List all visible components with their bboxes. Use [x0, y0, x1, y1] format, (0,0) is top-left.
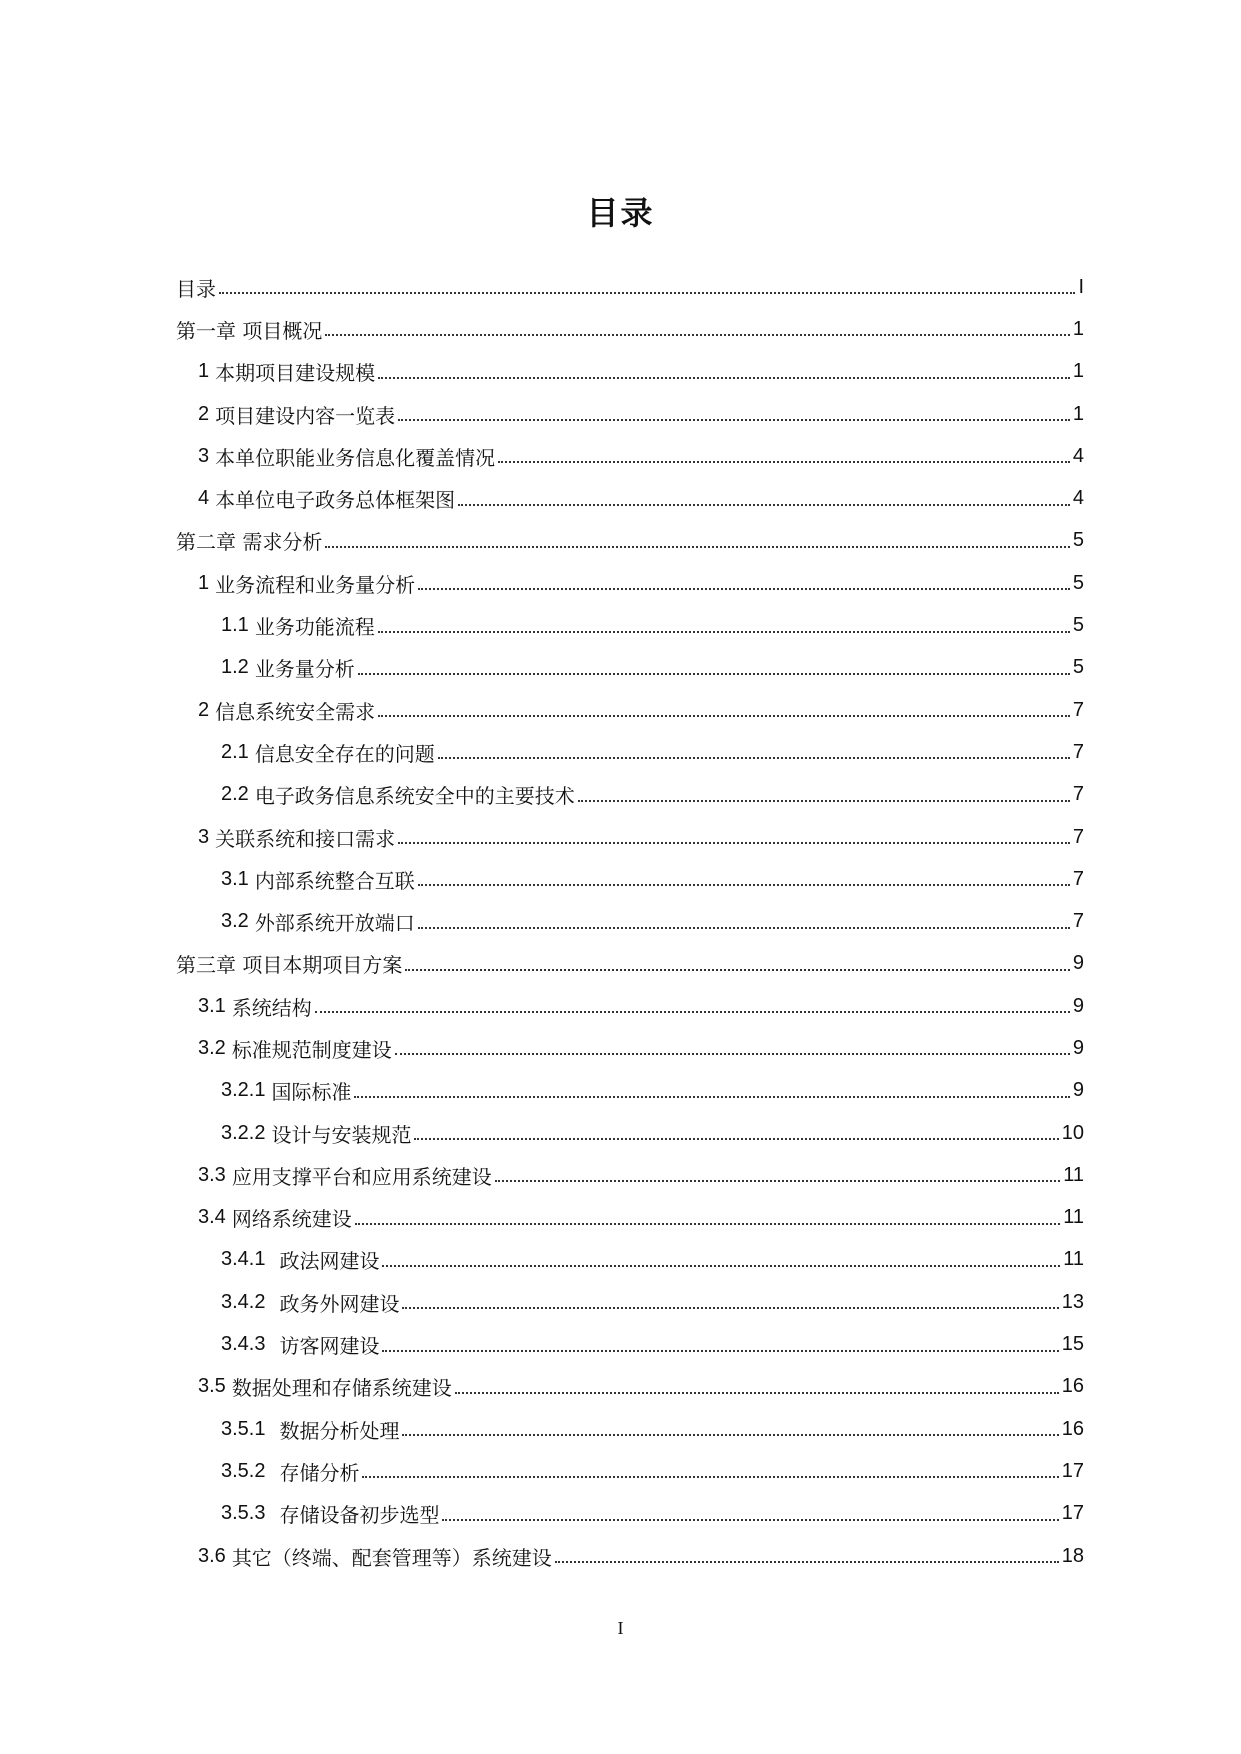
toc-entry-number: 4 — [198, 487, 210, 510]
toc-dot-leader — [578, 800, 1070, 802]
toc-entry[interactable] — [176, 1450, 1084, 1492]
toc-entry-page: 1 — [1072, 402, 1084, 425]
toc-entry-label: 电子政务信息系统安全中的主要技术 — [254, 784, 575, 809]
toc-entry-page: 7 — [1072, 698, 1084, 721]
toc-entry-number: 3.5.1 — [221, 1417, 266, 1440]
toc-entry-label: 业务功能流程 — [254, 615, 375, 640]
toc-dot-leader — [418, 927, 1070, 929]
toc-dot-leader — [438, 757, 1070, 759]
toc-entry-label: 项目建设内容一览表 — [215, 403, 396, 428]
toc-entry-label: 其它（终端、配套管理等）系统建设 — [231, 1545, 552, 1570]
toc-entry-number: 2 — [198, 402, 210, 425]
toc-entry-label: 本单位职能业务信息化覆盖情况 — [215, 445, 496, 470]
toc-entry-label: 数据分析处理 — [279, 1418, 400, 1443]
toc-entry-page: 16 — [1061, 1375, 1084, 1398]
toc-entry-page: 11 — [1063, 1206, 1084, 1229]
toc-entry[interactable] — [176, 1112, 1084, 1154]
toc-entry-page: 11 — [1063, 1248, 1084, 1271]
toc-entry-page: 1 — [1072, 360, 1084, 383]
toc-entry-label: 关联系统和接口需求 — [215, 826, 396, 851]
toc-entry-label: 政务外网建设 — [279, 1291, 400, 1316]
toc-entry-number: 2.2 — [221, 783, 249, 806]
toc-entry-number: 3.2.2 — [221, 1121, 266, 1144]
toc-entry-label: 第二章 需求分析 — [176, 530, 323, 555]
toc-entry[interactable] — [176, 689, 1084, 731]
toc-dot-leader — [355, 1223, 1060, 1225]
toc-entry-page: 13 — [1061, 1290, 1084, 1313]
toc-entry-page: I — [1078, 275, 1084, 298]
toc-dot-leader — [219, 292, 1075, 294]
toc-entry-page: 4 — [1072, 487, 1084, 510]
toc-entry-page: 10 — [1061, 1121, 1084, 1144]
toc-entry-page: 5 — [1072, 529, 1084, 552]
toc-entry-label: 存储分析 — [279, 1460, 360, 1485]
toc-entry-number: 3.4.1 — [221, 1248, 266, 1271]
toc-dot-leader — [362, 1476, 1058, 1478]
toc-dot-leader — [458, 504, 1070, 506]
toc-entry-page: 7 — [1072, 910, 1084, 933]
toc-entry-number: 1.2 — [221, 656, 249, 679]
toc-entry-label: 内部系统整合互联 — [254, 868, 415, 893]
toc-entry[interactable] — [176, 435, 1084, 477]
toc-dot-leader — [398, 842, 1070, 844]
toc-entry-label: 标准规范制度建设 — [231, 1037, 392, 1062]
toc-entry-page: 9 — [1072, 994, 1084, 1017]
toc-entry-label: 本单位电子政务总体框架图 — [215, 488, 456, 513]
toc-dot-leader — [555, 1561, 1059, 1563]
page-number: I — [617, 1618, 624, 1638]
toc-entry-number: 3.2 — [198, 1036, 226, 1059]
toc-entry-number: 3 — [198, 444, 210, 467]
toc-entry-page: 5 — [1072, 571, 1084, 594]
toc-entry[interactable] — [176, 1281, 1084, 1323]
toc-dot-leader — [418, 588, 1070, 590]
toc-entry-page: 9 — [1072, 952, 1084, 975]
toc-entry-page: 5 — [1072, 614, 1084, 637]
toc-entry[interactable] — [176, 900, 1084, 942]
toc-dot-leader — [378, 631, 1070, 633]
toc-dot-leader — [402, 1307, 1058, 1309]
toc-entry-page: 15 — [1061, 1333, 1084, 1356]
toc-entry[interactable] — [176, 816, 1084, 858]
toc-entry[interactable] — [176, 266, 1084, 308]
toc-dot-leader — [498, 461, 1070, 463]
toc-entry-label: 网络系统建设 — [231, 1207, 352, 1232]
toc-entry[interactable] — [176, 1366, 1084, 1408]
toc-entry-page: 7 — [1072, 825, 1084, 848]
toc-entry-label: 应用支撑平台和应用系统建设 — [231, 1164, 492, 1189]
toc-entry-page: 5 — [1072, 656, 1084, 679]
toc-entry-page: 7 — [1072, 740, 1084, 763]
toc-dot-leader — [325, 334, 1070, 336]
toc-entry-page: 11 — [1063, 1163, 1084, 1186]
toc-entry-label: 数据处理和存储系统建设 — [231, 1376, 452, 1401]
toc-entry-number: 1 — [198, 571, 210, 594]
toc-dot-leader — [378, 377, 1070, 379]
toc-dot-leader — [354, 1096, 1069, 1098]
toc-entry-number: 3.6 — [198, 1544, 226, 1567]
toc-entry-number: 3.3 — [198, 1163, 226, 1186]
toc-entry-number: 3.1 — [198, 994, 226, 1017]
toc-dot-leader — [455, 1392, 1059, 1394]
toc-dot-leader — [382, 1265, 1060, 1267]
toc-entry-number: 3.4.2 — [221, 1290, 266, 1313]
toc-entry[interactable] — [176, 393, 1084, 435]
toc-dot-leader — [495, 1180, 1060, 1182]
toc-entry-page: 16 — [1061, 1417, 1084, 1440]
toc-entry-number: 1.1 — [221, 614, 249, 637]
toc-entry[interactable] — [176, 943, 1084, 985]
toc-entry[interactable] — [176, 1323, 1084, 1365]
toc-entry-number: 3.1 — [221, 867, 249, 890]
toc-entry-label: 目录 — [176, 276, 216, 301]
toc-entry-label: 业务流程和业务量分析 — [215, 572, 416, 597]
toc-entry-label: 访客网建设 — [279, 1334, 380, 1359]
toc-entry-label: 政法网建设 — [279, 1249, 380, 1274]
toc-dot-leader — [325, 546, 1070, 548]
page-title: 目录 — [586, 194, 655, 232]
toc-entry-label: 业务量分析 — [254, 657, 355, 682]
toc-dot-leader — [402, 1434, 1058, 1436]
toc-dot-leader — [378, 715, 1070, 717]
toc-entry-page: 4 — [1072, 444, 1084, 467]
toc-entry-label: 外部系统开放端口 — [254, 911, 415, 936]
toc-entry[interactable] — [176, 1239, 1084, 1281]
toc-dot-leader — [414, 1138, 1058, 1140]
toc-entry-page: 9 — [1072, 1036, 1084, 1059]
toc-entry[interactable] — [176, 774, 1084, 816]
toc-entry-number: 3 — [198, 825, 210, 848]
toc-entry[interactable] — [176, 647, 1084, 689]
toc-entry-number: 3.5 — [198, 1375, 226, 1398]
toc-entry-label: 设计与安装规范 — [271, 1122, 412, 1147]
toc-entry[interactable] — [176, 1154, 1084, 1196]
toc-dot-leader — [442, 1519, 1058, 1521]
toc-entry-page: 18 — [1061, 1544, 1084, 1567]
toc-entry[interactable] — [176, 1493, 1084, 1535]
toc-entry-label: 第一章 项目概况 — [176, 318, 323, 343]
toc-dot-leader — [418, 884, 1070, 886]
toc-entry-label: 信息系统安全需求 — [215, 699, 376, 724]
toc-entry[interactable] — [176, 1070, 1084, 1112]
toc-dot-leader — [398, 419, 1070, 421]
toc-entry[interactable] — [176, 604, 1084, 646]
toc-entry-page: 17 — [1061, 1502, 1084, 1525]
toc-entry-number: 3.5.3 — [221, 1502, 266, 1525]
toc-dot-leader — [395, 1053, 1070, 1055]
toc-entry[interactable] — [176, 858, 1084, 900]
toc-entry[interactable] — [176, 1027, 1084, 1069]
toc-entry[interactable] — [176, 1197, 1084, 1239]
toc-entry-label: 本期项目建设规模 — [215, 361, 376, 386]
toc-entry-page: 1 — [1072, 317, 1084, 340]
toc-entry-label: 信息安全存在的问题 — [254, 741, 435, 766]
toc-entry[interactable] — [176, 562, 1084, 604]
toc-entry-page: 17 — [1061, 1459, 1084, 1482]
toc-entry-number: 3.2 — [221, 910, 249, 933]
toc-entry[interactable] — [176, 1408, 1084, 1450]
toc-entry-label: 存储设备初步选型 — [279, 1503, 440, 1528]
toc-entry-number: 3.5.2 — [221, 1459, 266, 1482]
toc-entry[interactable] — [176, 1535, 1084, 1577]
toc-entry[interactable] — [176, 731, 1084, 773]
toc-entry-number: 3.4 — [198, 1206, 226, 1229]
toc-entry-page: 7 — [1072, 783, 1084, 806]
toc-entry-page: 7 — [1072, 867, 1084, 890]
toc-dot-leader — [315, 1011, 1070, 1013]
toc-entry-label: 国际标准 — [271, 1080, 352, 1105]
toc-entry[interactable] — [176, 308, 1084, 350]
toc-dot-leader — [405, 969, 1070, 971]
toc-entry[interactable] — [176, 520, 1084, 562]
toc-dot-leader — [382, 1350, 1058, 1352]
toc-entry-number: 1 — [198, 360, 210, 383]
toc-entry-number: 3.2.1 — [221, 1079, 266, 1102]
toc-entry-page: 9 — [1072, 1079, 1084, 1102]
table-of-contents — [176, 266, 1084, 1577]
toc-entry[interactable] — [176, 351, 1084, 393]
toc-entry-number: 2 — [198, 698, 210, 721]
toc-entry-label: 第三章 项目本期项目方案 — [176, 953, 403, 978]
toc-entry-label: 系统结构 — [231, 995, 312, 1020]
toc-dot-leader — [358, 673, 1070, 675]
toc-entry[interactable] — [176, 477, 1084, 519]
toc-entry[interactable] — [176, 985, 1084, 1027]
toc-entry-number: 3.4.3 — [221, 1333, 266, 1356]
toc-entry-number: 2.1 — [221, 740, 249, 763]
